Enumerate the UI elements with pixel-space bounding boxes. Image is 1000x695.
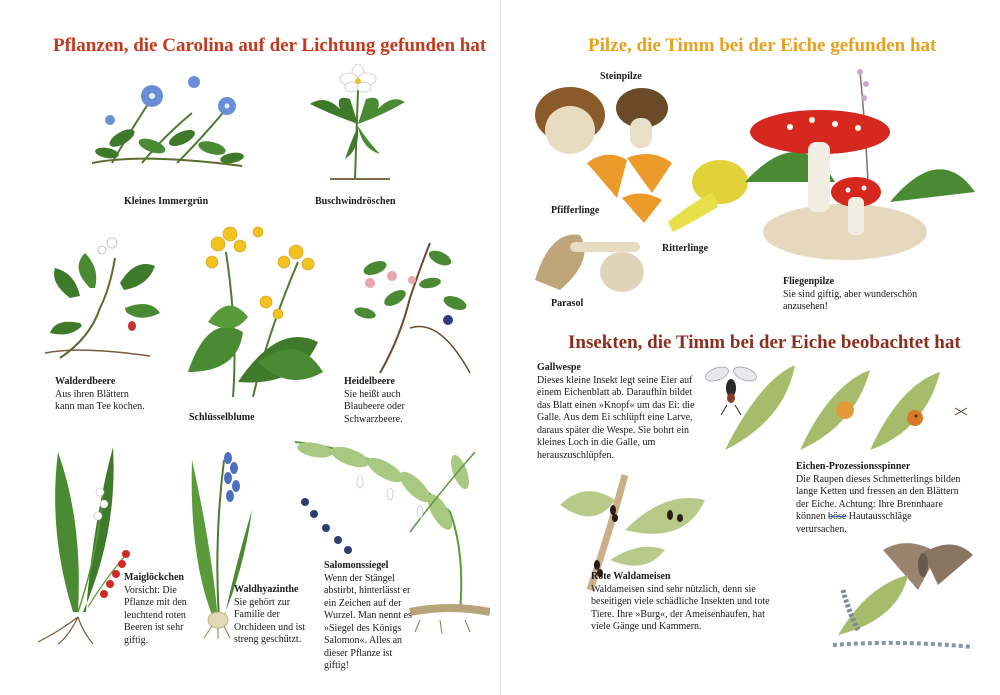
- wild-strawberry-name: Walderdbeere: [55, 376, 116, 387]
- wild-strawberry-label: [55, 376, 150, 414]
- oak-processionary-name: Eichen-Prozessionsspinner: [796, 461, 911, 472]
- wild-strawberry-text: Aus ihren Blättern kann man Tee kochen.: [55, 388, 145, 412]
- cowslip-illustration: [178, 222, 328, 402]
- solomons-seal-text: Wenn der Stängel abstirbt, hinterlässt er ein Zeichen auf der Wurzel. Man nennt es »Siegel des Königs Salomon«. Alles an dieser Pflanze ist giftig!: [324, 572, 412, 671]
- chanterelle-name: Pfifferlinge: [551, 205, 600, 216]
- blueberry-illustration: [340, 228, 480, 378]
- fly-agaric-text: Sie sind giftig, aber wunderschön anzusehen!: [783, 288, 918, 312]
- gall-wasp-label: [537, 362, 705, 462]
- periwinkle-name: Kleines Immergrün: [124, 196, 209, 207]
- oak-processionary-illustration: [828, 535, 978, 655]
- lily-of-the-valley-illustration: [28, 432, 138, 647]
- wood-ant-name: Rote Waldameisen: [591, 571, 671, 582]
- parasol-illustration: [530, 220, 645, 298]
- page-gutter: [500, 0, 501, 695]
- gall-wasp-text: Dieses kleine Insekt legt seine Eier auf einem Eichenblatt ab. Daraufhin bildet das Blatt einen »Knopf« um das Ei: die Galle. Aus dem Ei schlüpft eine Larve, daraus später die Wespe. Sie bohrt ein kleines Loch in die Galle, um herauszuschlüpfen.: [537, 374, 695, 461]
- knight-mushroom-illustration: [658, 152, 748, 237]
- solomons-seal-name: Salomonssiegel: [324, 560, 389, 571]
- blueberry-text: Sie heißt auch Blaubeere oder Schwarzbeere.: [344, 388, 405, 425]
- blueberry-label: [344, 376, 434, 426]
- wood-anemone-name: Buschwindröschen: [315, 196, 396, 207]
- blueberry-name: Heidelbeere: [344, 376, 395, 387]
- gall-wasp-name: Gallwespe: [537, 362, 581, 373]
- solomons-seal-label: [324, 560, 416, 673]
- hyacinth-text: Sie gehört zur Familie der Orchideen und ist streng geschützt.: [234, 596, 306, 645]
- oak-processionary-text-2: Hautausschläge verursachen.: [796, 511, 912, 535]
- fly-agaric-illustration: [740, 62, 980, 267]
- fly-agaric-name: Fliegenpilze: [783, 276, 835, 287]
- oak-processionary-label: [796, 461, 964, 536]
- gall-wasp-illustration: [705, 360, 975, 455]
- lily-of-the-valley-text: Vorsicht: Die Pflanze mit den leuchtend roten Beeren ist sehr giftig.: [124, 584, 187, 646]
- parasol-name: Parasol: [551, 298, 584, 309]
- cowslip-name: Schlüsselblume: [189, 412, 255, 423]
- plants-heading: Pflanzen, die Carolina auf der Lichtung gefunden hat: [53, 35, 487, 56]
- knight-mushroom-name: Ritterlinge: [662, 243, 709, 254]
- porcini-name: Steinpilze: [600, 71, 642, 82]
- wild-strawberry-illustration: [40, 228, 165, 363]
- fly-agaric-label: [783, 276, 958, 314]
- lily-of-the-valley-name: Maiglöckchen: [124, 572, 184, 583]
- wood-anemone-illustration: [300, 64, 412, 184]
- wood-ant-text: Waldameisen sind sehr nützlich, denn sie beseitigen viele schädliche Insekten und tote Tiere. Ihre »Burg«, der Ameisenhaufen, hat viele Gänge und Kammern.: [591, 583, 770, 632]
- wood-ant-label: [591, 571, 773, 634]
- periwinkle-illustration: [82, 68, 252, 186]
- oak-processionary-text-1: Die Raupen dieses Schmetterlings bilden lange Ketten und fressen an den Blättern der Eiche. Achtung: Ihre Brennhaare können: [796, 473, 961, 522]
- hyacinth-name: Waldhyazinthe: [234, 584, 299, 595]
- insects-heading: Insekten, die Timm bei der Eiche beobachtet hat: [568, 332, 961, 353]
- oak-processionary-struck-word: böse: [827, 511, 847, 522]
- mushrooms-heading: Pilze, die Timm bei der Eiche gefunden hat: [588, 35, 937, 56]
